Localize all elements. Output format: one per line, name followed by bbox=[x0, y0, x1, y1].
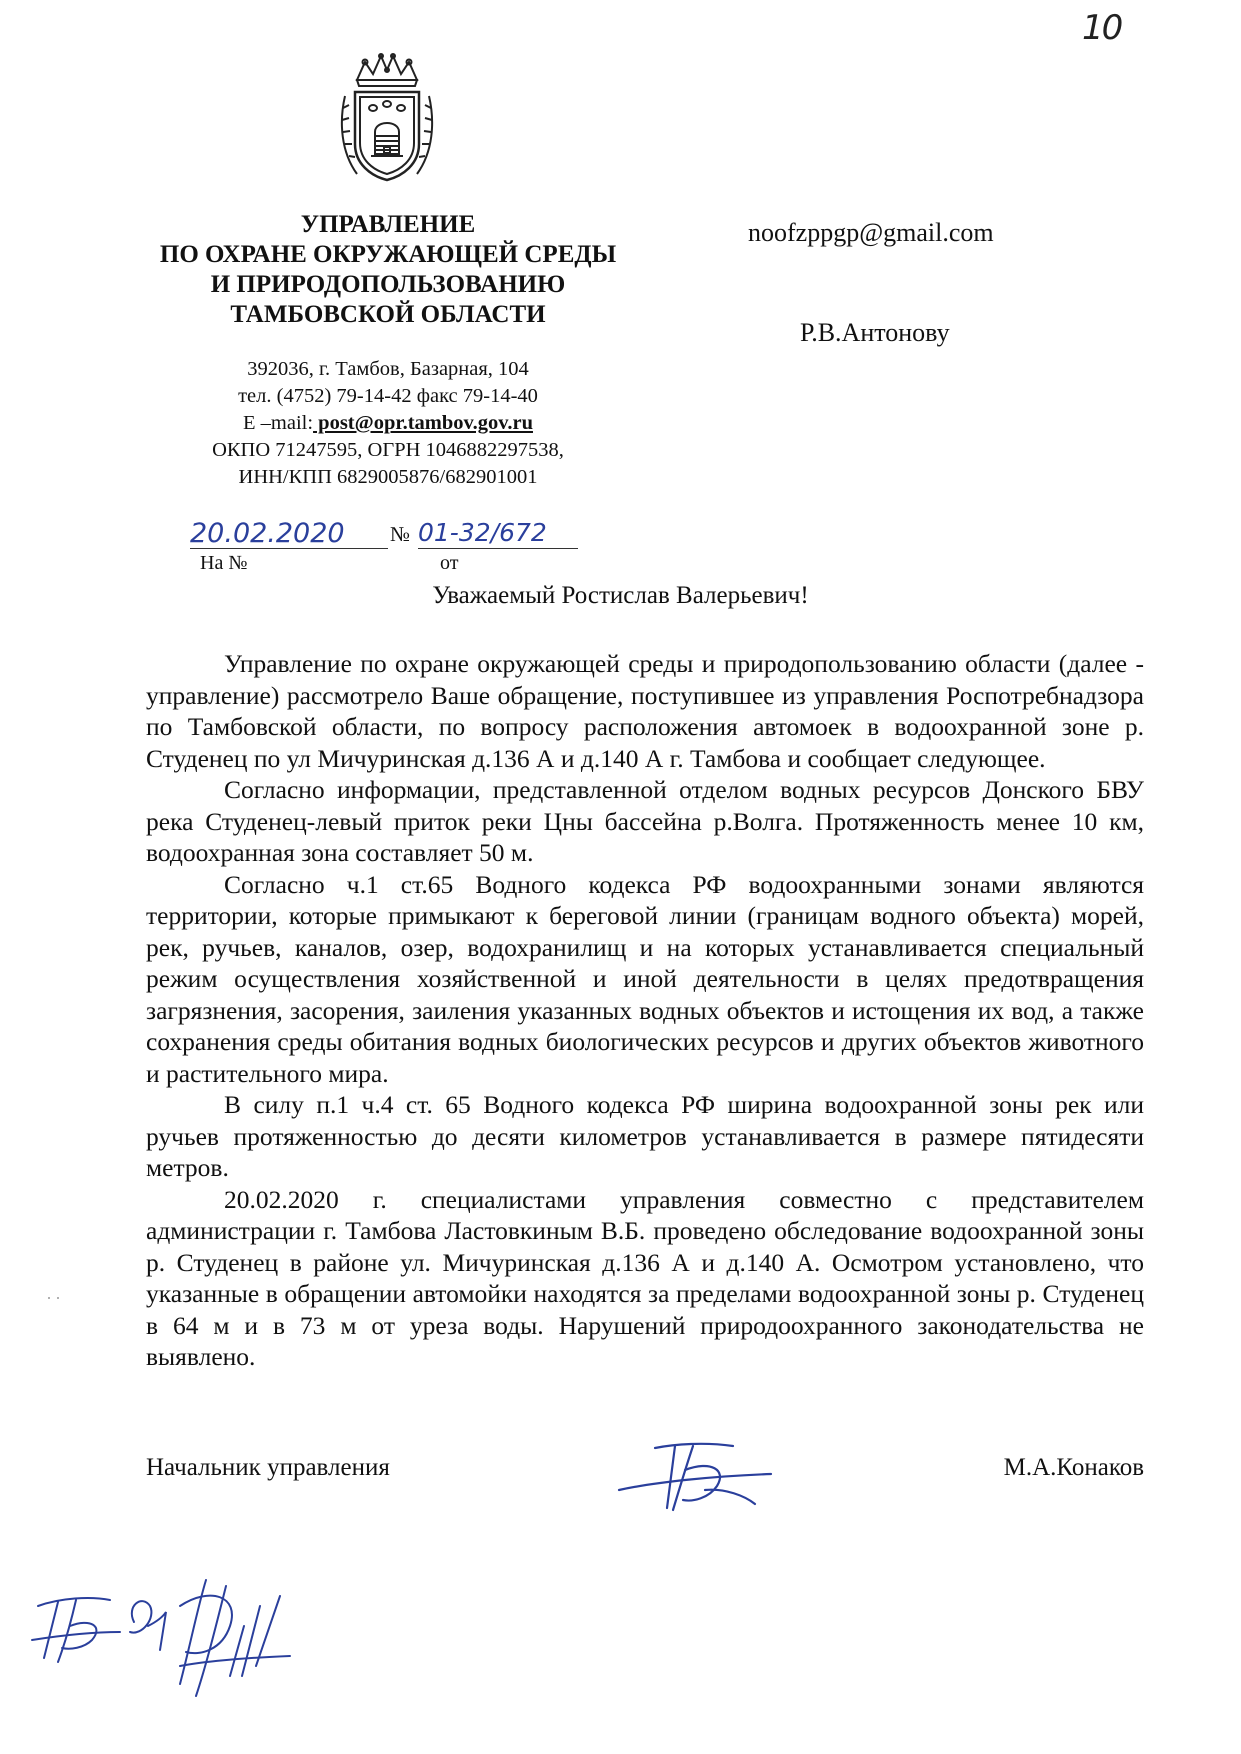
incoming-number-label: На № bbox=[200, 552, 248, 574]
org-email-value[interactable]: post@opr.tambov.gov.ru bbox=[313, 412, 533, 434]
reference-number-label: № bbox=[390, 522, 411, 546]
org-line-2: ПО ОХРАНЕ ОКРУЖАЮЩЕЙ СРЕДЫ bbox=[159, 241, 617, 268]
reference-date-underline bbox=[190, 548, 388, 549]
body-paragraph-5: 20.02.2020 г. специалистами управления совместно с представителем администрации г. Тамбова Ластовкиным В.Б. проведено обследование водоохранной зоны р. Студенец в районе ул. Мичуринская д.136 А и д.140 А. Осмотром установлено, что указанные в обращении автомойки находятся за пределами водоохранной зоны р. Студенец в 64 м и в 73 м от уреза воды. Нарушений природоохранного законодательства не выявлено. bbox=[146, 1184, 1144, 1371]
recipient-name: Р.В.Антонову bbox=[800, 318, 950, 347]
page-number: 10 bbox=[1082, 8, 1122, 48]
letter-body bbox=[146, 648, 1144, 1373]
handwritten-signature-icon bbox=[615, 1430, 775, 1520]
salutation: Уважаемый Ростислав Валерьевич! bbox=[432, 582, 809, 609]
organization-name bbox=[128, 210, 648, 330]
org-line-1: УПРАВЛЕНИЕ bbox=[300, 211, 476, 238]
org-inn: ИНН/КПП 6829005876/682901001 bbox=[238, 466, 538, 488]
org-line-3: И ПРИРОДОПОЛЬЗОВАНИЮ bbox=[210, 271, 566, 298]
reference-block bbox=[190, 518, 650, 574]
body-paragraph-1: Управление по охране окружающей среды и природопользованию области (далее - управление) рассмотрело Ваше обращение, поступившее из управления Роспотребнадзора по Тамбовской области, по вопросу расположения автомоек в водоохранной зоне р. Студенец по ул Мичуринская д.136 А и д.140 А г. Тамбова и сообщает следующее. bbox=[146, 649, 1144, 773]
organization-details bbox=[128, 356, 648, 491]
body-paragraph-3: Согласно ч.1 ст.65 Водного кодекса РФ водоохранными зонами являются территории, которые примыкают к береговой линии (границам водного объекта) морей, рек, ручьев, каналов, озер, водохранилищ и на которых устанавливается специальный режим осуществления хозяйственной и иной деятельности в целях предотвращения загрязнения, засорения, заиления указанных водных объектов и истощения их вод, а также сохранения среды обитания водных биологических ресурсов и других объектов животного и растительного мира. bbox=[146, 869, 1144, 1088]
incoming-date-label: от bbox=[440, 552, 459, 574]
org-address: 392036, г. Тамбов, Базарная, 104 bbox=[247, 358, 529, 380]
org-phone: тел. (4752) 79-14-42 факс 79-14-40 bbox=[238, 385, 538, 407]
body-paragraph-4: В силу п.1 ч.4 ст. 65 Водного кодекса РФ ширина водоохранной зоны рек или ручьев протяженностью до десяти километров устанавливается в размере пятидесяти метров. bbox=[146, 1090, 1144, 1182]
signatory-position: Начальник управления bbox=[146, 1454, 390, 1481]
recipient-email[interactable]: noofzppgp@gmail.com bbox=[748, 218, 994, 247]
scan-artifact-icon bbox=[46, 1295, 70, 1301]
reference-number-underline bbox=[418, 548, 578, 549]
reference-date: 20.02.2020 bbox=[190, 518, 345, 549]
reference-number: 01-32/672 bbox=[418, 518, 547, 547]
org-email-label: Е –mail: bbox=[243, 412, 314, 434]
org-codes: ОКПО 71247595, ОГРН 1046882297538, bbox=[212, 439, 564, 461]
coat-of-arms-icon bbox=[335, 52, 439, 186]
signatory-name: М.А.Конаков bbox=[1003, 1454, 1144, 1481]
org-line-4: ТАМБОВСКОЙ ОБЛАСТИ bbox=[230, 301, 546, 328]
handwritten-initials-icon bbox=[30, 1566, 300, 1716]
org-email bbox=[128, 410, 648, 437]
body-paragraph-2: Согласно информации, представленной отделом водных ресурсов Донского БВУ река Студенец-левый приток реки Цны бассейна р.Волга. Протяженность менее 10 км, водоохранная зона составляет 50 м. bbox=[146, 775, 1144, 867]
